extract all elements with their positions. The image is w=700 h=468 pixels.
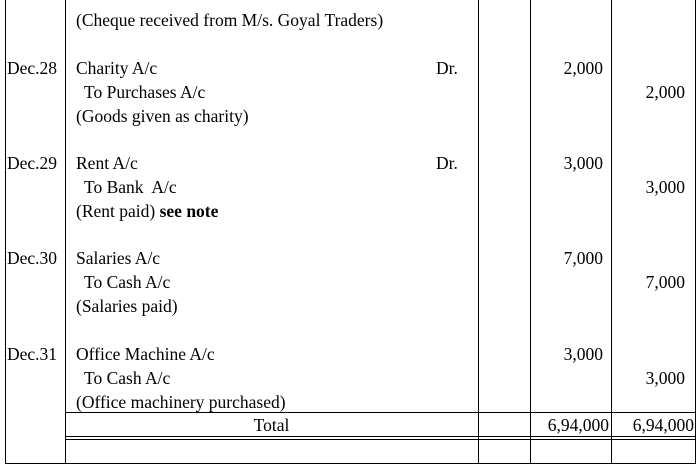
narration: (Office machinery purchased) [76, 392, 286, 412]
date-col-rule [65, 0, 66, 464]
credit-account: To Cash A/c [84, 368, 171, 388]
dr-mark: Dr. [436, 58, 458, 78]
debit-amount: 3,000 [563, 153, 603, 173]
dr-mark: Dr. [436, 153, 458, 173]
total-double-rule [65, 439, 696, 440]
narration: (Salaries paid) [76, 296, 178, 316]
credit-amount: 3,000 [645, 368, 685, 388]
narration [76, 201, 218, 221]
credit-amount: 2,000 [645, 82, 685, 102]
credit-account: To Purchases A/c [84, 82, 206, 102]
credit-account: To Cash A/c [84, 272, 171, 292]
total-top-rule [65, 412, 696, 413]
right-border [695, 0, 696, 464]
narration-text: (Rent paid) [76, 201, 160, 221]
entry-date: Dec.31 [7, 344, 58, 364]
debit-amount: 2,000 [563, 58, 603, 78]
credit-amount: 3,000 [645, 177, 685, 197]
credit-amount: 7,000 [645, 272, 685, 292]
debit-account: Office Machine A/c [76, 344, 215, 364]
narration: (Goods given as charity) [76, 106, 249, 126]
credit-account: To Bank A/c [84, 177, 177, 197]
carry-narration: (Cheque received from M/s. Goyal Traders) [76, 10, 384, 30]
debit-amount: 7,000 [563, 248, 603, 268]
see-note-link: see note [159, 201, 219, 221]
lf-col-rule-left [478, 0, 479, 464]
debit-account: Charity A/c [76, 58, 158, 78]
entry-date: Dec.29 [7, 153, 58, 173]
entry-date: Dec.30 [7, 248, 58, 268]
total-bottom-rule [65, 436, 696, 437]
total-label: Total [253, 415, 290, 435]
debit-account: Rent A/c [76, 153, 138, 173]
debit-account: Salaries A/c [76, 248, 161, 268]
left-border [5, 0, 6, 464]
bottom-border [5, 463, 696, 464]
entry-date: Dec.28 [7, 58, 58, 78]
total-debit: 6,94,000 [547, 415, 609, 435]
total-credit: 6,94,000 [632, 415, 694, 435]
debit-col-rule [611, 0, 612, 464]
debit-amount: 3,000 [563, 344, 603, 364]
